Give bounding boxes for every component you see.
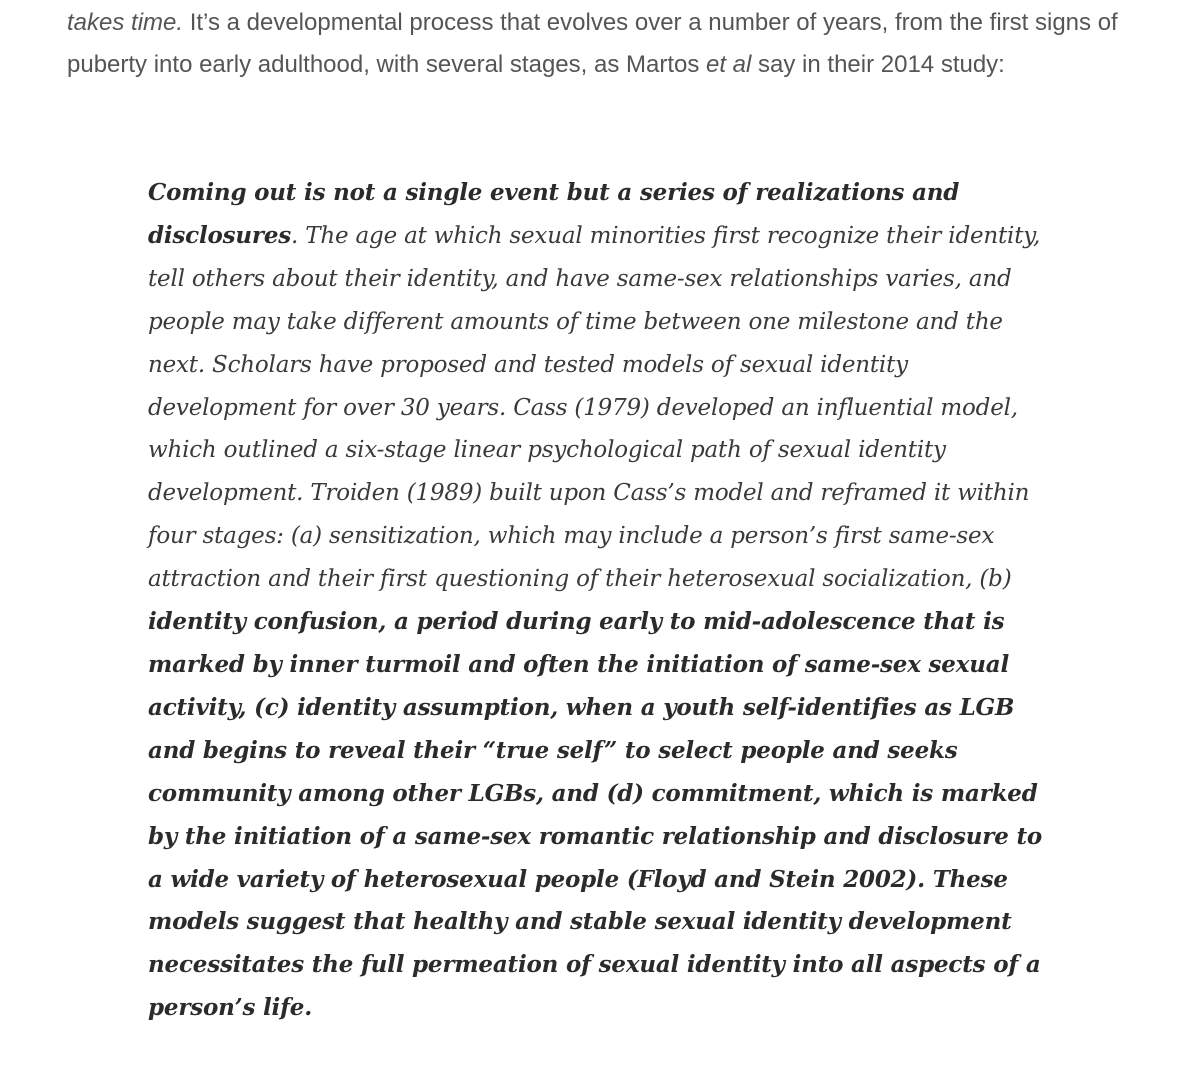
intro-author-italic: et al (706, 51, 752, 78)
quote-bold-lead: Coming out is not a single event but a series of realizations and disclosures (148, 179, 960, 249)
intro-lead-italic: takes time. (67, 9, 184, 36)
quote-bold-tail: identity confusion, a period during early to mid-adolescence that is marked by inner turmoil and often the initiation of same-sex sexual activity, (c) identity assumption, when a youth self-identifies as LGB and begins to reveal their “true self” to select people and seeks community among other LGBs, and (d) commitment, which is marked by the initiation of a same-sex romantic relationship and disclosure to a wide variety of heterosexual people (Floyd and Stein 2002). These models suggest that healthy and stable sexual identity development necessitates the full permeation of sexual identity into all aspects of a person’s life. (148, 608, 1043, 1022)
intro-paragraph (67, 0, 1147, 86)
quote-text: . The age at which sexual minorities first recognize their identity, tell others about their identity, and have same-sex relationships varies, and people may take different amounts of time between one milestone and the next. Scholars have proposed and tested models of sexual identity development for over 30 years. Cass (1979) developed an influential model, which outlined a six-stage linear psychological path of sexual identity development. Troiden (1989) built upon Cass’s model and reframed it within four stages: (a) sensitization, which may include a person’s first same-sex attraction and their first questioning of their heterosexual socialization, (b) (148, 222, 1041, 593)
block-quote (148, 172, 1048, 1030)
intro-text-end: say in their 2014 study: (751, 51, 1005, 78)
intro-text: It’s a developmental process that evolves over a number of years, from the first signs of puberty into early adulthood, with several stages, as Martos (67, 9, 1118, 78)
